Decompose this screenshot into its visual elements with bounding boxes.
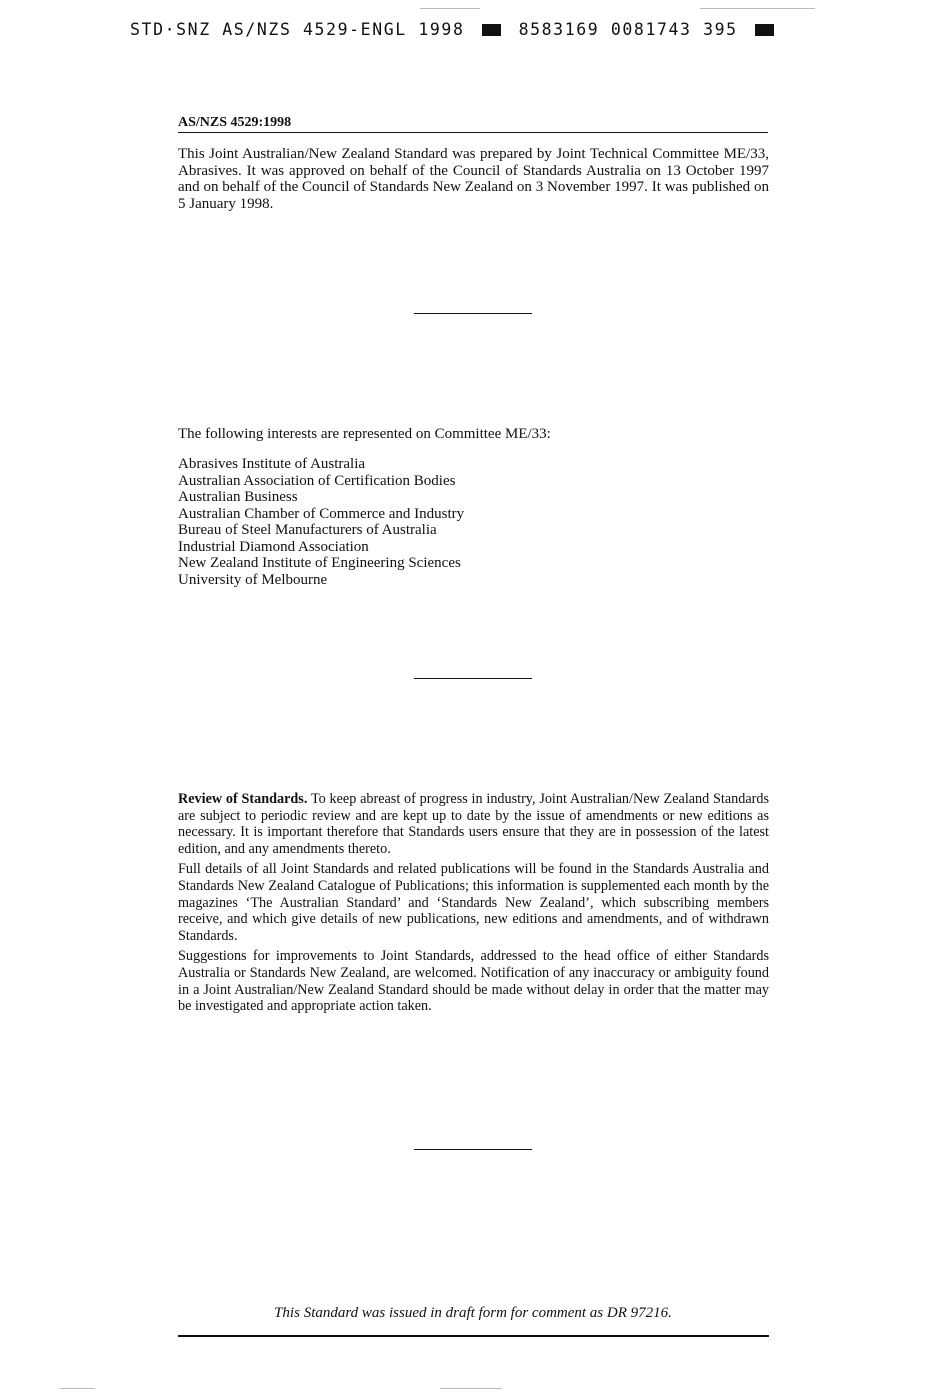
committee-member: Australian Chamber of Commerce and Industry	[178, 505, 465, 522]
committee-member: Australian Business	[178, 489, 298, 505]
scan-header-code	[130, 20, 780, 39]
document-number: AS/NZS 4529:1998	[178, 115, 768, 133]
scan-artifact-line	[440, 1388, 502, 1389]
approval-paragraph: This Joint Australian/New Zealand Standard was prepared by Joint Technical Committee ME/33, Abrasives. It was approved on behalf of the Council of Standards Australia on 13 October 1997 and on behalf of the Council of Standards New Zealand on 3 November 1997. It was published on 5 January 1998.	[178, 146, 769, 212]
scan-artifact-line	[700, 8, 815, 9]
review-paragraph-2: Full details of all Joint Standards and related publications will be found in the Standards Australia and Standards New Zealand Catalogue of Publications; this information is supplemented each month by the magazines ‘The Australian Standard’ and ‘Standards New Zealand’, which subscribing members receive, and which give details of new publications, new editions and amendments, and of withdrawn Standards.	[178, 861, 769, 944]
review-paragraph-1	[178, 791, 769, 857]
review-heading: Review of Standards.	[178, 791, 308, 807]
draft-note: This Standard was issued in draft form for comment as DR 97216.	[274, 1305, 672, 1321]
review-paragraph-3: Suggestions for improvements to Joint Standards, addressed to the head office of either Standards Australia or Standards New Zealand, are welcomed. Notification of any inaccuracy or ambiguity found in a Joint Australian/New Zealand Standard should be made without delay in order that the matter may be investigated and appropriate action taken.	[178, 948, 769, 1015]
separator-rule	[414, 1149, 532, 1150]
separator-rule	[414, 313, 532, 314]
separator-rule	[414, 678, 532, 679]
committee-member: New Zealand Institute of Engineering Sciences	[178, 555, 461, 571]
footer-rule	[178, 1335, 769, 1337]
scan-header-code-part-2: 8583169 0081743 395	[518, 20, 738, 39]
scan-artifact-line	[60, 1388, 95, 1389]
committee-member: Australian Association of Certification Bodies	[178, 472, 456, 489]
review-of-standards-section	[178, 791, 769, 1019]
scan-artifact-line	[420, 8, 480, 9]
black-block-mark	[755, 24, 774, 36]
committee-member: Industrial Diamond Association	[178, 538, 369, 555]
scan-header-code-part-1: STD·SNZ AS/NZS 4529-ENGL 1998	[130, 20, 465, 39]
committee-member-list	[178, 456, 464, 588]
committee-member: Bureau of Steel Manufacturers of Australia	[178, 522, 437, 538]
black-block-mark	[482, 24, 501, 36]
review-text-1: To keep abreast of progress in industry, Joint Australian/New Zealand Standards are subject to periodic review and are kept up to date by the issue of amendments or new editions as necessary. It is important therefore that Standards users ensure that they are in possession of the latest edition, and any amendments thereto.	[178, 791, 769, 857]
committee-member: University of Melbourne	[178, 571, 328, 588]
committee-member: Abrasives Institute of Australia	[178, 456, 366, 472]
committee-intro: The following interests are represented on Committee ME/33:	[178, 426, 551, 442]
